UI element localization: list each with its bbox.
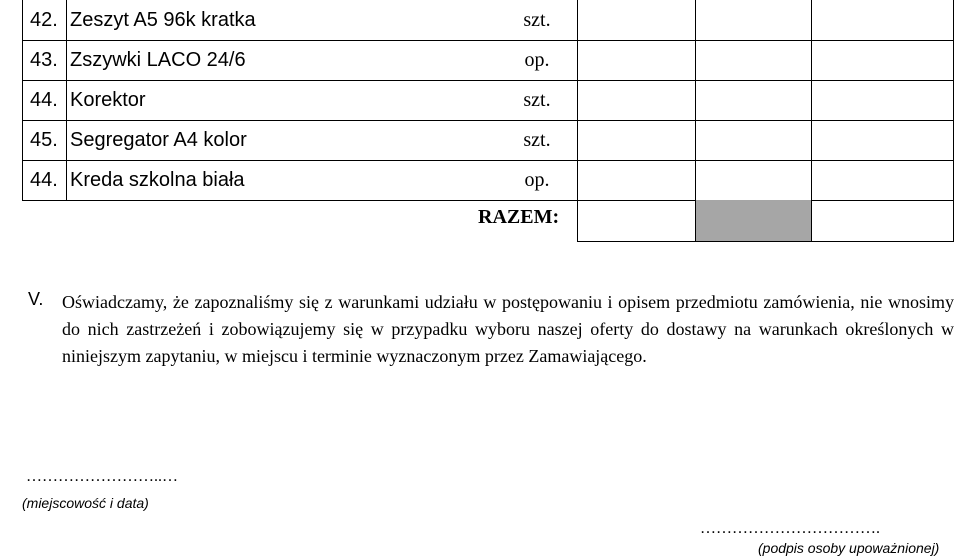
row-unit: op. [524, 168, 550, 191]
row-product-name: Zeszyt A5 96k kratka [70, 8, 256, 31]
row-number: 43. [30, 48, 58, 71]
row-number: 44. [30, 88, 58, 111]
table-rule [577, 241, 954, 242]
table-divider [66, 0, 67, 200]
table-border-right [953, 0, 954, 242]
row-unit: szt. [523, 128, 551, 151]
total-label: RAZEM: [478, 206, 560, 228]
table-divider [811, 0, 812, 242]
place-date-caption: (miejscowość i data) [22, 495, 149, 511]
row-number: 45. [30, 128, 58, 151]
row-number: 44. [30, 168, 58, 191]
signature-caption: (podpis osoby upoważnionej) [758, 540, 940, 556]
row-product-name: Kreda szkolna biała [70, 168, 245, 191]
signature-line: ……………………………. [700, 520, 880, 537]
table-rule [22, 120, 954, 121]
table-rule [22, 200, 954, 201]
table-border-left [22, 0, 23, 200]
row-product-name: Segregator A4 kolor [70, 128, 247, 151]
table-rule [22, 80, 954, 81]
row-unit: szt. [523, 8, 551, 31]
place-date-line: ……………………..… [26, 468, 178, 485]
row-number: 42. [30, 8, 58, 31]
declaration-text: Oświadczamy, że zapoznaliśmy się z warunkami udziału w postępowaniu i opisem przedmiotu zamówienia, nie wnosimy do nich zastrzeżeń i zobowiązujemy się w przypadku wyboru naszej oferty do dostawy na warunkach określonych w niniejszym zapytaniu, w miejscu i terminie wyznaczonym przez Zamawiającego. [62, 292, 954, 366]
table-rule [22, 40, 954, 41]
row-unit: op. [524, 48, 550, 71]
table-divider [577, 0, 578, 242]
row-product-name: Zszywki LACO 24/6 [70, 48, 246, 71]
table-rule [22, 160, 954, 161]
row-product-name: Korektor [70, 88, 146, 111]
section-number: V. [28, 289, 44, 309]
total-cell-shaded [696, 200, 811, 241]
row-unit: szt. [523, 88, 551, 111]
